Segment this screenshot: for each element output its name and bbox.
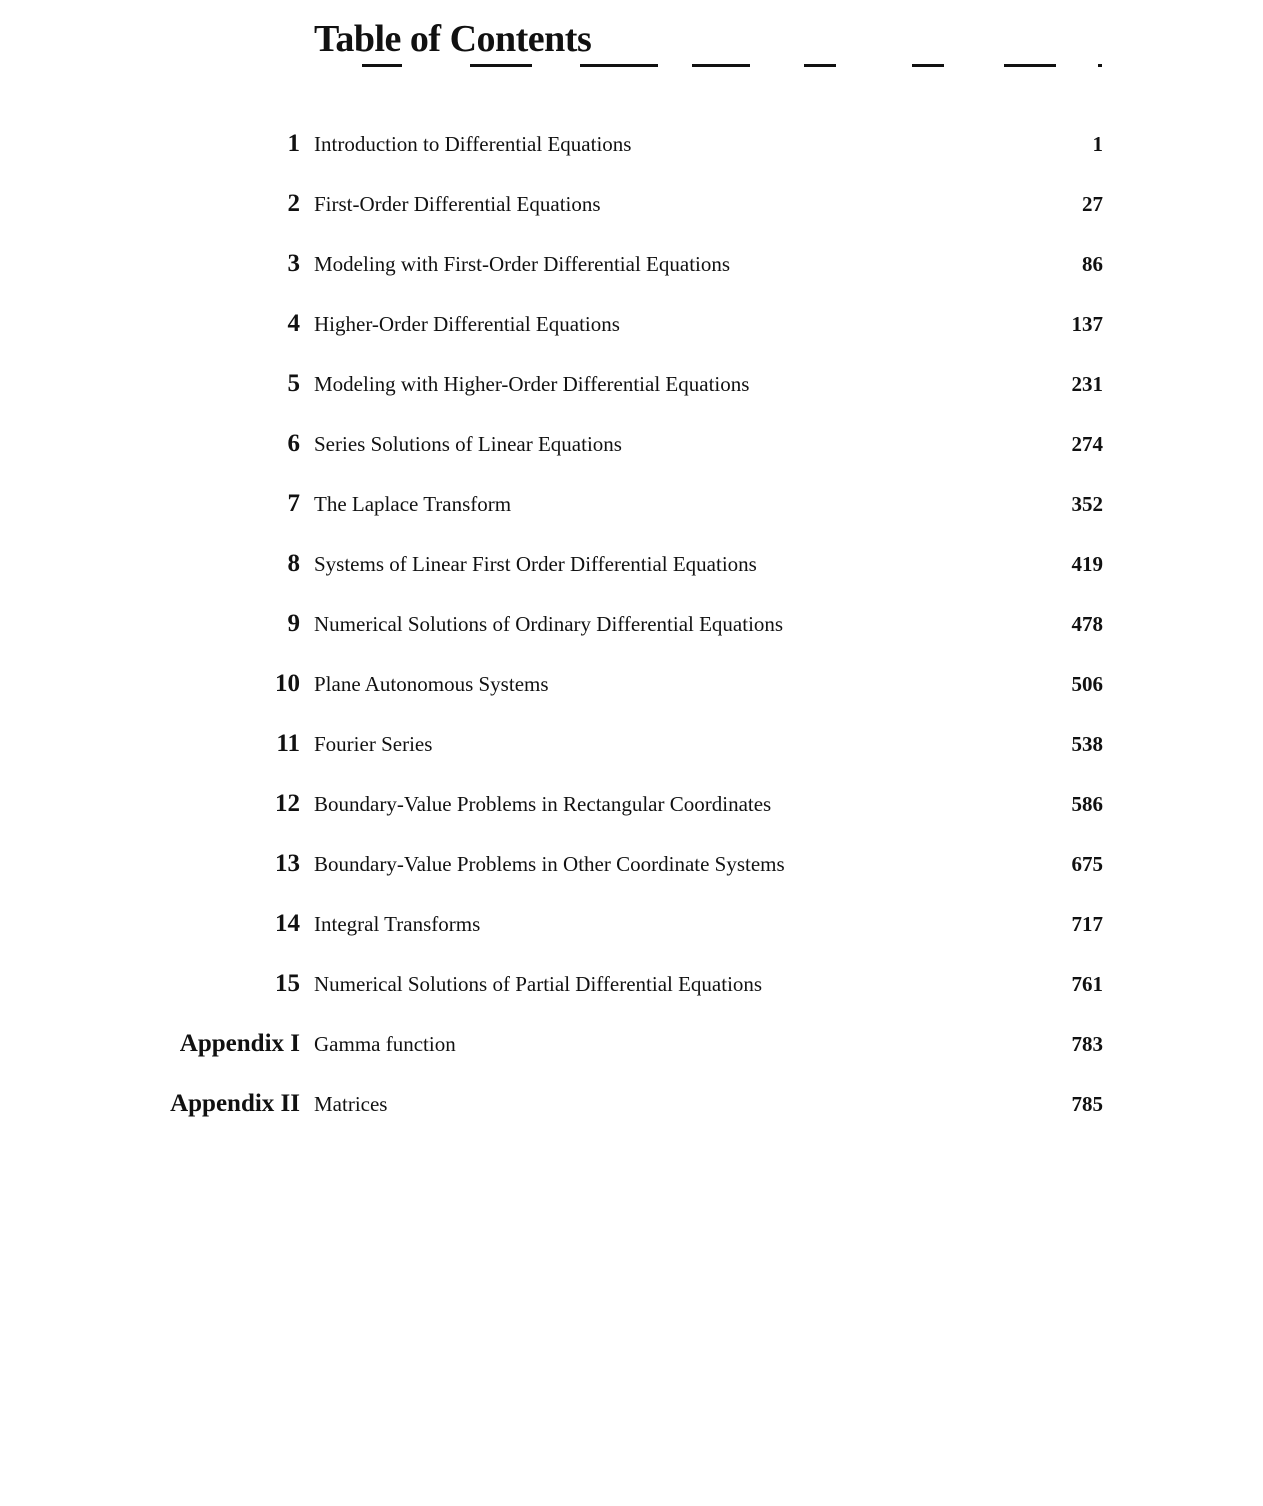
toc-entry[interactable] bbox=[0, 246, 1263, 306]
toc-entry[interactable] bbox=[0, 126, 1263, 186]
appendix-number: Appendix I bbox=[179, 1030, 300, 1057]
page-number: 231 bbox=[1071, 372, 1103, 396]
chapter-title: Boundary-Value Problems in Other Coordinate Systems bbox=[314, 852, 785, 876]
page-number: 137 bbox=[1071, 312, 1103, 336]
chapter-title: Modeling with Higher-Order Differential Equations bbox=[314, 372, 750, 396]
toc-entry[interactable] bbox=[0, 306, 1263, 366]
chapter-number: 1 bbox=[287, 130, 300, 157]
chapter-title: Integral Transforms bbox=[314, 912, 481, 936]
title-underline-segment bbox=[804, 64, 836, 67]
toc-entry[interactable] bbox=[0, 666, 1263, 726]
chapter-number: 11 bbox=[276, 730, 300, 757]
chapter-number: 8 bbox=[287, 550, 300, 577]
page-number: 538 bbox=[1071, 732, 1103, 756]
chapter-number: 2 bbox=[287, 190, 300, 217]
chapter-number: 5 bbox=[287, 370, 300, 397]
chapter-title: The Laplace Transform bbox=[314, 492, 512, 516]
page-title: Table of Contents bbox=[314, 18, 592, 60]
toc-list bbox=[0, 126, 1263, 1146]
chapter-title: Numerical Solutions of Ordinary Differential Equations bbox=[314, 612, 784, 636]
title-underline-segment bbox=[692, 64, 750, 67]
page-number: 675 bbox=[1071, 852, 1103, 876]
appendix-number: Appendix II bbox=[170, 1090, 300, 1117]
page-number: 478 bbox=[1071, 612, 1103, 636]
toc-entry[interactable] bbox=[0, 546, 1263, 606]
page-number: 785 bbox=[1071, 1092, 1103, 1116]
chapter-title: Modeling with First-Order Differential Equations bbox=[314, 252, 731, 276]
chapter-number: 9 bbox=[287, 610, 300, 637]
toc-entry[interactable] bbox=[0, 786, 1263, 846]
chapter-number: 4 bbox=[287, 310, 300, 337]
chapter-number: 10 bbox=[275, 670, 300, 697]
page-number: 27 bbox=[1082, 192, 1103, 216]
chapter-title: Series Solutions of Linear Equations bbox=[314, 432, 622, 456]
toc-entry[interactable] bbox=[0, 966, 1263, 1026]
toc-entry-appendix[interactable] bbox=[0, 1026, 1263, 1086]
page-number: 1 bbox=[1092, 132, 1103, 156]
title-underline-segment bbox=[1004, 64, 1056, 67]
toc-entry-appendix[interactable] bbox=[0, 1086, 1263, 1146]
page-number: 761 bbox=[1071, 972, 1103, 996]
page-number: 419 bbox=[1071, 552, 1103, 576]
title-underline-segment bbox=[1098, 64, 1102, 67]
chapter-number: 12 bbox=[275, 790, 300, 817]
toc-entry[interactable] bbox=[0, 726, 1263, 786]
chapter-title: First-Order Differential Equations bbox=[314, 192, 601, 216]
chapter-number: 6 bbox=[287, 430, 300, 457]
page-number: 352 bbox=[1071, 492, 1103, 516]
toc-entry[interactable] bbox=[0, 906, 1263, 966]
chapter-number: 15 bbox=[275, 970, 300, 997]
page-number: 274 bbox=[1071, 432, 1103, 456]
title-underline-segment bbox=[580, 64, 658, 67]
chapter-title: Introduction to Differential Equations bbox=[314, 132, 632, 156]
toc-entry[interactable] bbox=[0, 606, 1263, 666]
page-number: 717 bbox=[1071, 912, 1103, 936]
chapter-title: Plane Autonomous Systems bbox=[314, 672, 549, 696]
page-number: 586 bbox=[1071, 792, 1103, 816]
chapter-title: Systems of Linear First Order Differential Equations bbox=[314, 552, 757, 576]
appendix-title: Gamma function bbox=[314, 1032, 456, 1056]
chapter-title: Higher-Order Differential Equations bbox=[314, 312, 620, 336]
chapter-number: 3 bbox=[287, 250, 300, 277]
chapter-number: 7 bbox=[287, 490, 300, 517]
title-underline-segment bbox=[470, 64, 532, 67]
chapter-title: Fourier Series bbox=[314, 732, 433, 756]
chapter-number: 13 bbox=[275, 850, 300, 877]
page-number: 506 bbox=[1071, 672, 1103, 696]
chapter-title: Numerical Solutions of Partial Differential Equations bbox=[314, 972, 763, 996]
title-underline-segment bbox=[362, 64, 402, 67]
toc-entry[interactable] bbox=[0, 846, 1263, 906]
toc-entry[interactable] bbox=[0, 366, 1263, 426]
chapter-number: 14 bbox=[275, 910, 300, 937]
title-underline-segment bbox=[912, 64, 944, 67]
page-number: 783 bbox=[1071, 1032, 1103, 1056]
toc-entry[interactable] bbox=[0, 186, 1263, 246]
appendix-title: Matrices bbox=[314, 1092, 388, 1116]
toc-entry[interactable] bbox=[0, 486, 1263, 546]
page-number: 86 bbox=[1082, 252, 1103, 276]
chapter-title: Boundary-Value Problems in Rectangular Coordinates bbox=[314, 792, 772, 816]
toc-entry[interactable] bbox=[0, 426, 1263, 486]
